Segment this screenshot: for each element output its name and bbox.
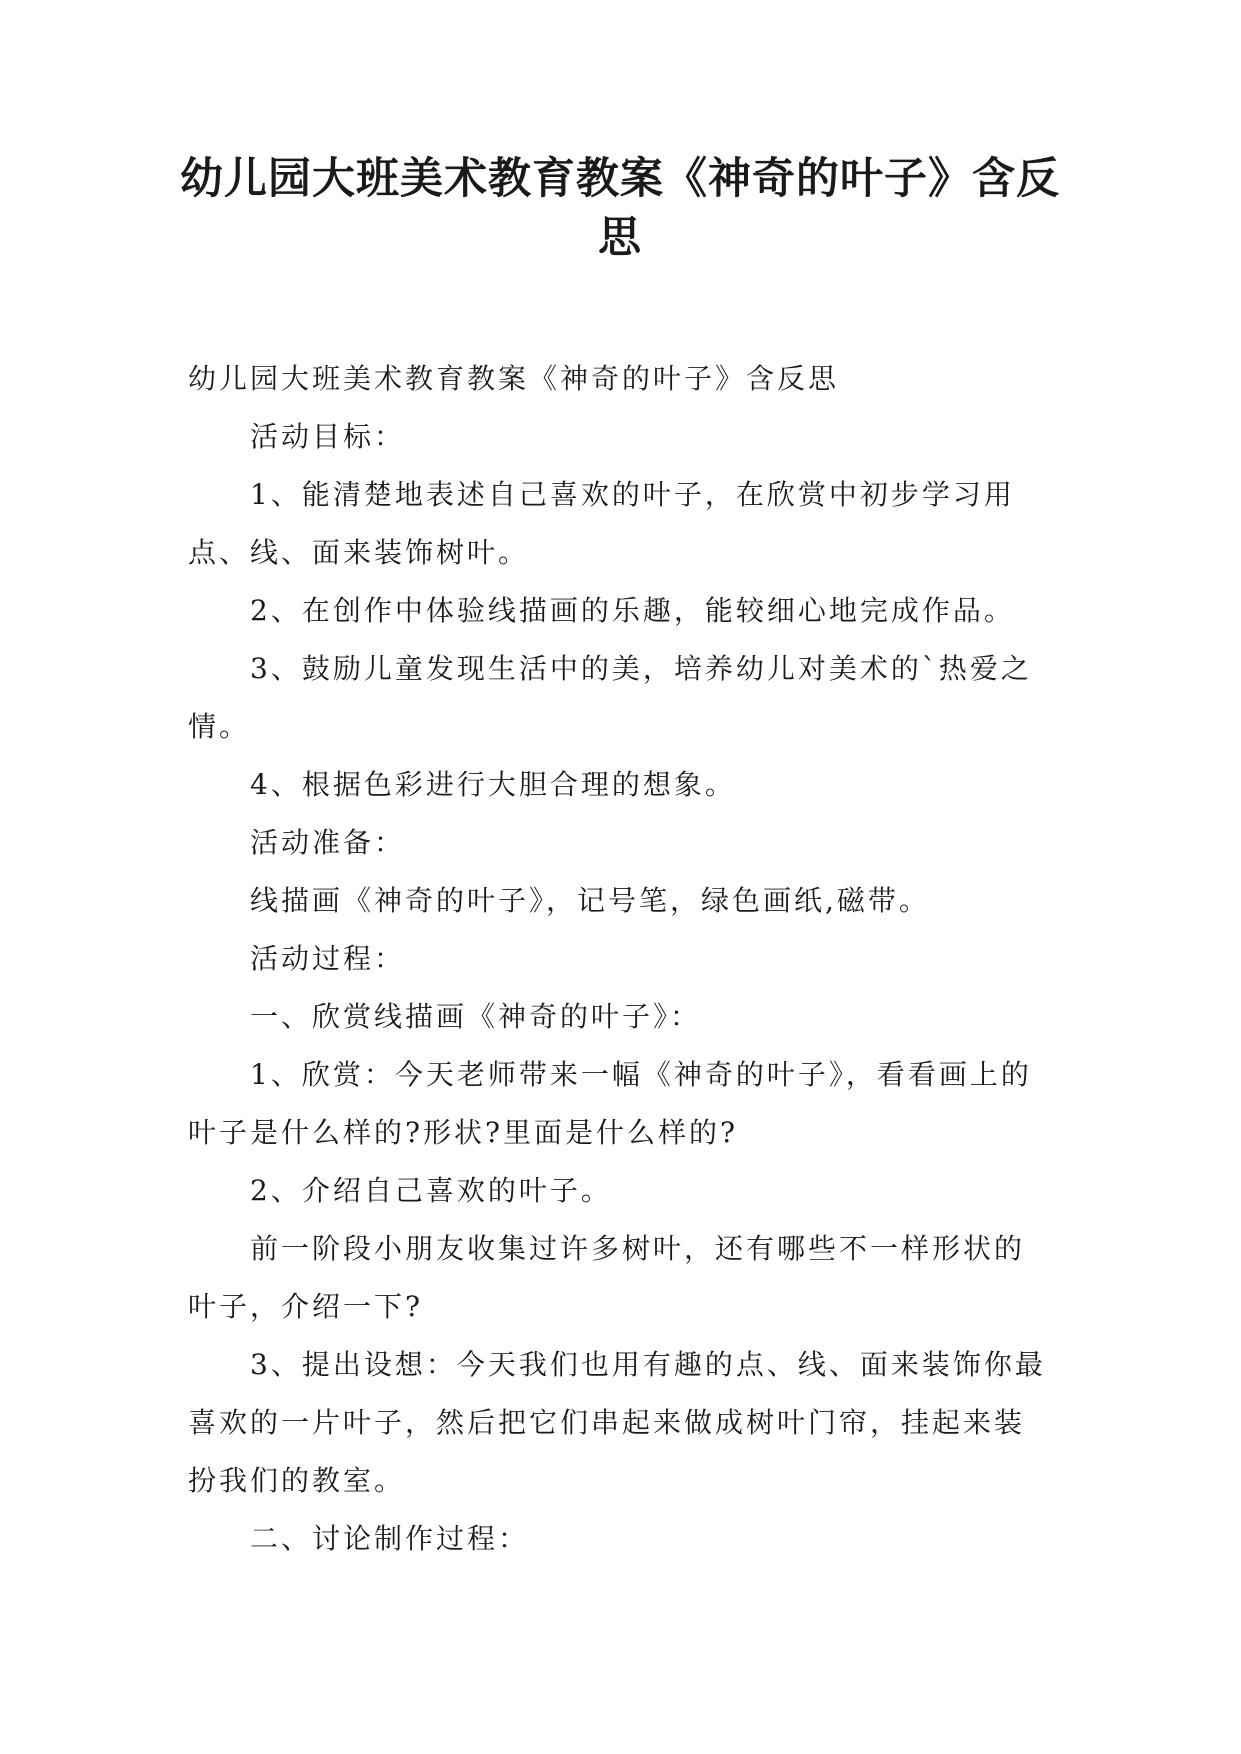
paragraph: 1、欣赏：今天老师带来一幅《神奇的叶子》，看看画上的叶子是什么样的?形状?里面是什么样的? [188, 1058, 1032, 1149]
paragraph: 3、鼓励儿童发现生活中的美，培养幼儿对美术的`热爱之情。 [188, 652, 1032, 743]
paragraph: 活动目标： [250, 420, 406, 453]
paragraph: 2、在创作中体验线描画的乐趣，能较细心地完成作品。 [250, 594, 1015, 627]
paragraph: 二、讨论制作过程： [250, 1522, 530, 1555]
paragraph: 一、欣赏线描画《神奇的叶子》： [250, 1000, 702, 1033]
paragraph: 4、根据色彩进行大胆合理的想象。 [250, 768, 736, 801]
document-title: 幼儿园大班美术教育教案《神奇的叶子》含反思 [180, 154, 1060, 263]
paragraph: 前一阶段小朋友收集过许多树叶，还有哪些不一样形状的叶子，介绍一下? [188, 1232, 1026, 1323]
paragraph: 3、提出设想：今天我们也用有趣的点、线、面来装饰你最喜欢的一片叶子，然后把它们串起来做成树叶门帘，挂起来装扮我们的教室。 [188, 1348, 1046, 1497]
paragraph: 1、能清楚地表述自己喜欢的叶子，在欣赏中初步学习用点、线、面来装饰树叶。 [188, 478, 1015, 569]
paragraph: 活动过程： [250, 942, 406, 975]
paragraph: 幼儿园大班美术教育教案《神奇的叶子》含反思 [188, 362, 840, 395]
document-body [188, 350, 1052, 1568]
paragraph: 线描画《神奇的叶子》，记号笔，绿色画纸,磁带。 [250, 884, 930, 917]
paragraph: 活动准备： [250, 826, 406, 859]
paragraph: 2、介绍自己喜欢的叶子。 [250, 1174, 612, 1207]
